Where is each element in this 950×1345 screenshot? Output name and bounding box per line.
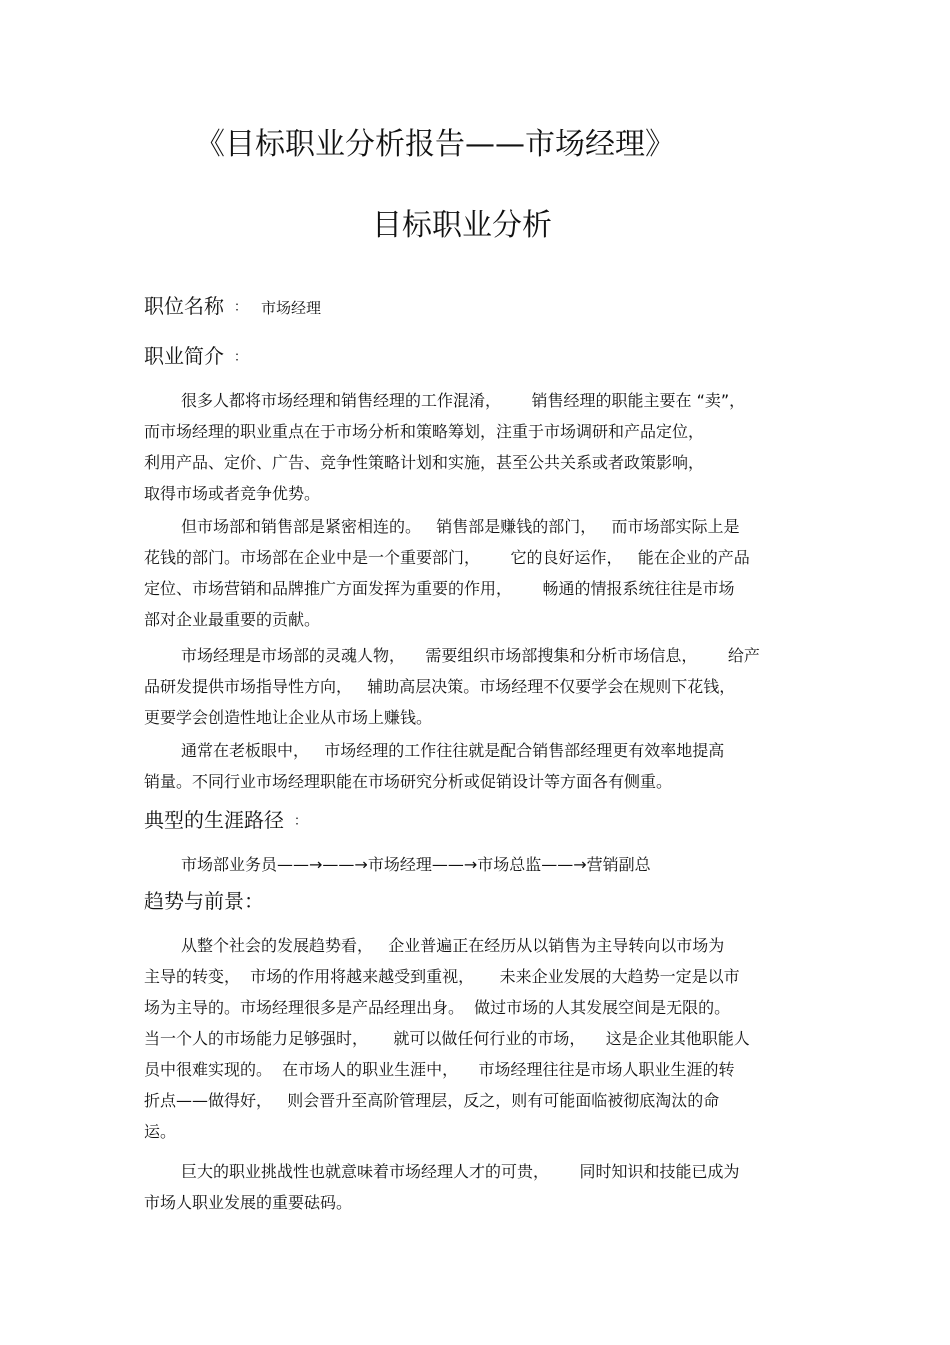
paragraph-line: 取得市场或者竞争优势。 [144, 484, 321, 503]
paragraph-line: 市场人职业发展的重要砝码。 [144, 1193, 353, 1212]
career-colon: ： [294, 813, 308, 829]
paragraph-line: 定位、市场营销和品牌推广方面发挥为重要的作用， 畅通的情报系统往往是市场 [144, 579, 735, 598]
paragraph-line: 销量。不同行业市场经理职能在市场研究分析或促销设计等方面各有侧重。 [144, 772, 673, 791]
paragraph-line: 更要学会创造性地让企业从市场上赚钱。 [144, 708, 433, 727]
document-title: 《目标职业分析报告——市场经理》 [195, 127, 675, 162]
paragraph-line: 运。 [144, 1122, 177, 1141]
paragraph-line: 部对企业最重要的贡献。 [144, 610, 321, 629]
career-heading [144, 806, 307, 836]
paragraph-line: 员中很难实现的。 在市场人的职业生涯中， 市场经理往往是市场人职业生涯的转 [144, 1060, 735, 1079]
intro-paragraph-4 [144, 735, 814, 797]
paragraph-line: 从整个社会的发展趋势看， 企业普遍正在经历从以销售为主导转向以市场为 [181, 936, 725, 955]
paragraph-line: 花钱的部门。市场部在企业中是一个重要部门， 它的良好运作， 能在企业的产品 [144, 548, 750, 567]
intro-paragraph-1 [144, 385, 814, 509]
paragraph-line: 而市场经理的职业重点在于市场分析和策略筹划，注重于市场调研和产品定位， [144, 422, 705, 441]
document-subtitle: 目标职业分析 [372, 208, 552, 243]
intro-label: 职业简介 [144, 344, 224, 368]
paragraph-line: 品研发提供市场指导性方向， 辅助高层决策。市场经理不仅要学会在规则下花钱， [144, 677, 736, 696]
trend-paragraph-1 [144, 930, 814, 1147]
paragraph-line: 巨大的职业挑战性也就意味着市场经理人才的可贵， 同时知识和技能已成为 [181, 1162, 740, 1181]
intro-paragraph-3 [144, 640, 814, 733]
trend-label: 趋势与前景： [144, 889, 264, 913]
paragraph-line: 通常在老板眼中， 市场经理的工作往往就是配合销售部经理更有效率地提高 [181, 741, 725, 760]
intro-paragraph-2 [144, 511, 814, 635]
paragraph-line: 很多人都将市场经理和销售经理的工作混淆， 销售经理的职能主要在 “卖”， [181, 391, 746, 410]
paragraph-line: 利用产品、定价、广告、竞争性策略计划和实施，甚至公共关系或者政策影响， [144, 453, 705, 472]
position-heading [144, 292, 321, 322]
career-label: 典型的生涯路径 [144, 808, 284, 832]
intro-heading [144, 342, 247, 372]
career-path: 市场部业务员——→——→市场经理——→市场总监——→营销副总 [181, 855, 651, 874]
paragraph-line: 折点——做得好， 则会晋升至高阶管理层，反之，则有可能面临被彻底淘汰的命 [144, 1091, 720, 1110]
paragraph-line: 但市场部和销售部是紧密相连的。 销售部是赚钱的部门， 而市场部实际上是 [181, 517, 740, 536]
paragraph-line: 市场经理是市场部的灵魂人物， 需要组织市场部搜集和分析市场信息， 给产 [181, 646, 760, 665]
trend-heading [144, 887, 264, 915]
position-value: 市场经理 [261, 299, 322, 317]
intro-colon: ： [234, 349, 248, 365]
paragraph-line: 主导的转变， 市场的作用将越来越受到重视， 未来企业发展的大趋势一定是以市 [144, 967, 740, 986]
position-colon: ： [234, 299, 248, 315]
paragraph-line: 当一个人的市场能力足够强时， 就可以做任何行业的市场， 这是企业其他职能人 [144, 1029, 750, 1048]
position-label: 职位名称 [144, 294, 224, 318]
trend-paragraph-2 [144, 1156, 814, 1218]
paragraph-line: 场为主导的。市场经理很多是产品经理出身。 做过市场的人其发展空间是无限的。 [144, 998, 731, 1017]
